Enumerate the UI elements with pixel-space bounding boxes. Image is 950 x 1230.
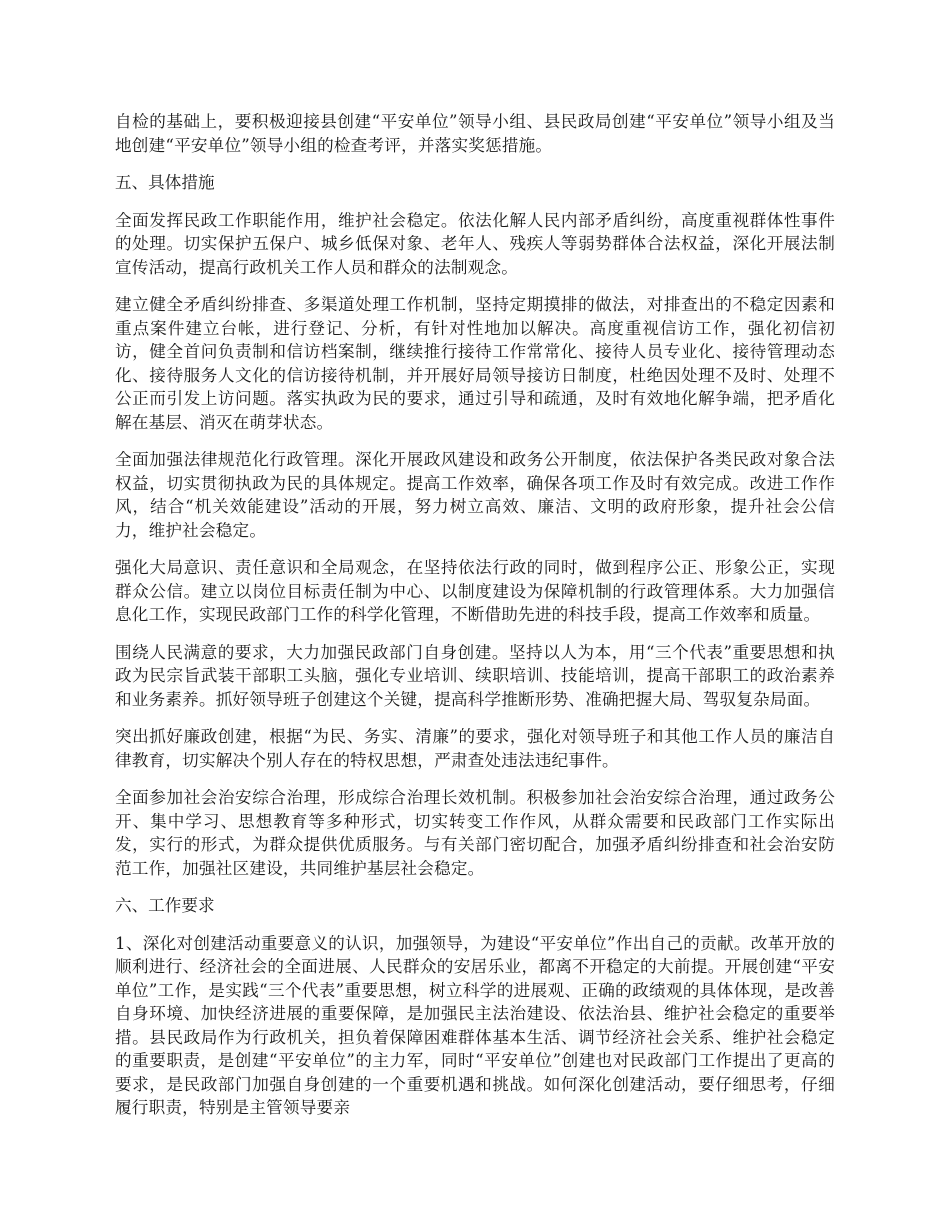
paragraph-dispute-mechanism: 建立健全矛盾纠纷排查、多渠道处理工作机制，坚持定期摸排的做法，对排查出的不稳定因素和重点案件建立台帐，进行登记、分析，有针对性地加以解决。高度重视信访工作，强化初信初访，健全首问负责制和信访档案制，继续推行接待工作常常化、接待人员专业化、接待管理动态化、接待服务人文化的信访接待机制，并开展好局领导接访日制度，杜绝因处理不及时、处理不公正而引发上访问题。落实执政为民的要求，通过引导和疏通，及时有效地化解争端，把矛盾化解在基层、消灭在萌芽状态。 [115, 295, 835, 432]
paragraph-integrity: 突出抓好廉政创建，根据“为民、务实、清廉”的要求，强化对领导班子和其他工作人员的廉洁自律教育，切实解决个别人存在的特权思想，严肃查处违法违纪事件。 [115, 727, 835, 770]
section-heading-requirements: 六、工作要求 [115, 896, 215, 915]
document-page [115, 110, 835, 1134]
section-heading-measures: 五、具体措施 [115, 173, 215, 192]
paragraph-overall-awareness: 强化大局意识、责任意识和全局观念，在坚持依法行政的同时，做到程序公正、形象公正，实现群众公信。建立以岗位目标责任制为中心、以制度建设为保障机制的行政管理体系。大力加强信息化工作，实现民政部门工作的科学化管理，不断借助先进的科技手段，提高工作效率和质量。 [115, 558, 835, 624]
paragraph-requirement-1: 1、深化对创建活动重要意义的认识，加强领导，为建设“平安单位”作出自己的贡献。改革开放的顺利进行、经济社会的全面进展、人民群众的安居乐业，都离不开稳定的大前提。开展创建“平安单位”工作，是实践“三个代表”重要思想，树立科学的进展观、正确的政绩观的具体体现，是改善自身环境、加快经济进展的重要保障，是加强民主法治建设、依法治县、维护社会稳定的重要举措。县民政局作为行政机关，担负着保障困难群体基本生活、调节经济社会关系、维护社会稳定的重要职责，是创建“平安单位”的主力军，同时“平安单位”创建也对民政部门工作提出了更高的要求，是民政部门加强自身创建的一个重要机遇和挑战。如何深化创建活动，要仔细思考，仔细履行职责，特别是主管领导要亲 [115, 933, 835, 1117]
paragraph-public-security: 全面参加社会治安综合治理，形成综合治理长效机制。积极参加社会治安综合治理，通过政务公开、集中学习、思想教育等多种形式，切实转变工作作风，从群众需要和民政部门工作实际出发，实行的形式，为群众提供优质服务。与有关部门密切配合，加强矛盾纠纷排查和社会治安防范工作，加强社区建设，共同维护基层社会稳定。 [115, 788, 835, 878]
paragraph-self-building: 围绕人民满意的要求，大力加强民政部门自身创建。坚持以人为本，用“三个代表”重要思想和执政为民宗旨武装干部职工头脑，强化专业培训、续职培训、技能培训，提高干部职工的政治素养和业务素养。抓好领导班子创建这个关键，提高科学推断形势、准确把握大局、驾驭复杂局面。 [115, 642, 835, 709]
paragraph-inspection: 自检的基础上，要积极迎接县创建“平安单位”领导小组、县民政局创建“平安单位”领导小组及当地创建“平安单位”领导小组的检查考评，并落实奖惩措施。 [115, 112, 835, 155]
paragraph-legal-administration: 全面加强法律规范化行政管理。深化开展政风建设和政务公开制度，依法保护各类民政对象合法权益，切实贯彻执政为民的具体规定。提高工作效率，确保各项工作及时有效完成。改进工作作风，结合“机关效能建设”活动的开展，努力树立高效、廉洁、文明的政府形象，提升社会公信力，维护社会稳定。 [115, 450, 835, 540]
paragraph-civil-affairs-function: 全面发挥民政工作职能作用，维护社会稳定。依法化解人民内部矛盾纠纷，高度重视群体性事件的处理。切实保护五保户、城乡低保对象、老年人、残疾人等弱势群体合法权益，深化开展法制宣传活动，提高行政机关工作人员和群众的法制观念。 [115, 210, 835, 277]
